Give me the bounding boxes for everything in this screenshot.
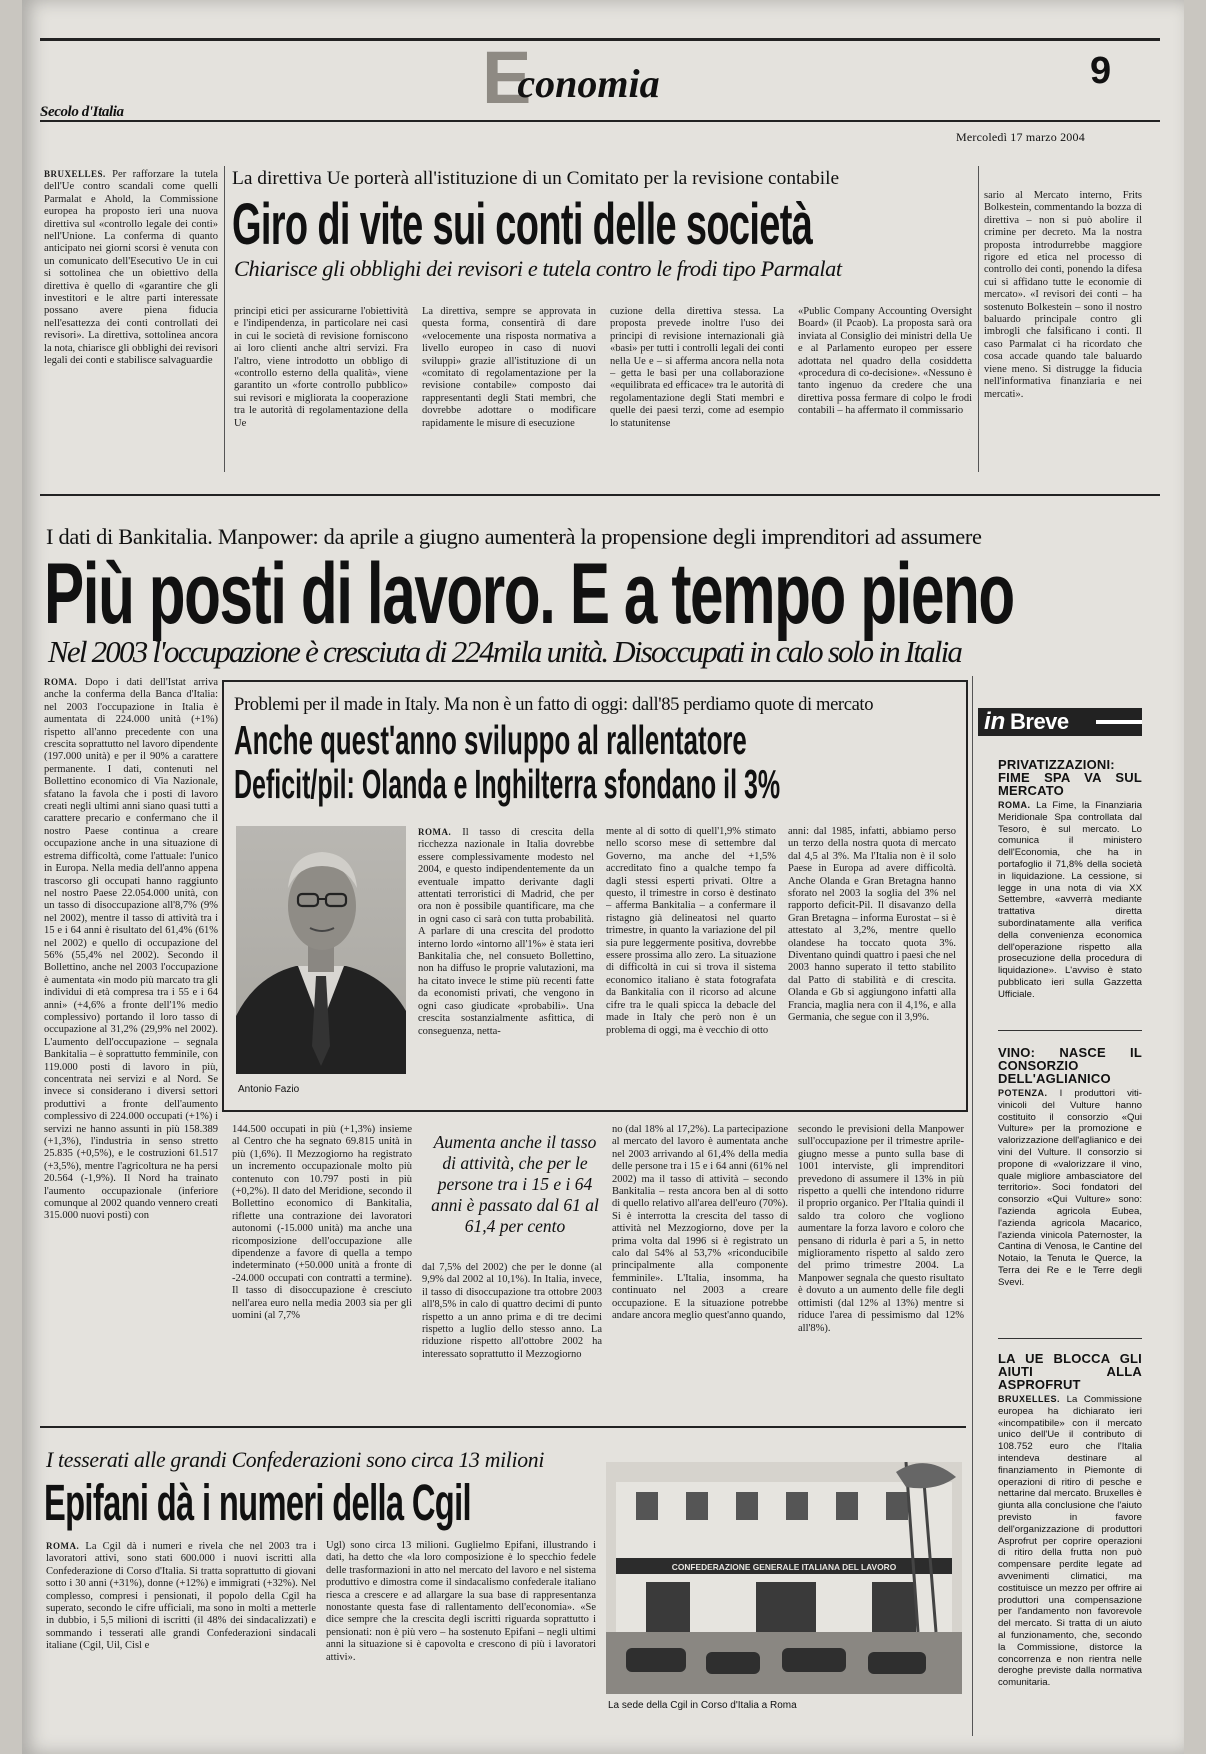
inbreve-logo-bar: [1096, 720, 1142, 724]
fazio-photo: [236, 826, 406, 1074]
article2-lower-col1: 144.500 occupati in più (+1,3%) insieme al Centro che ha segnato 69.815 unità in più (1,6%). Il Mezzogiorno ha registrato un incremento occupazionale molto più contenuto con 10.797 posti in più (+0,2%). Il dato del Meridione, secondo il Bollettino economico di Bankitalia, riflette una contrazione dei lavoratori autonomi (-15.000 unità) ma anche una ricomposizione dell'occupazione alle dipendenze a favore di quella a tempo indeterminato (+50.000 unità a fronte di -24.000 occupati con contratti a termine). Il tasso di disoccupazione è cresciuto nell'area euro nella media 2003 sia per gli uomini (al 7,7%: [232, 1124, 412, 1322]
inbreve-item-3-title: LA UE BLOCCA GLI AIUTI ALLA ASPROFRUT: [998, 1352, 1142, 1392]
article2-kicker: I dati di Bankitalia. Manpower: da aprile a giugno aumenterà la propensione degli imprenditori ad assumere: [46, 524, 982, 549]
article3-col1-text: Il tasso di crescita della ricchezza nazionale in Italia dovrebbe essere complessivamente modesto nel 2004, e questo indipendentemente da un eventuale impatto derivante dagli attentati terroristici di Madrid, che per ora non è possibile quantificare, ma che in ogni caso ci sarà con tutta probabilità. A parlare di una crescita del prodotto interno lordo «intorno all'1%» è stata ieri Bankitalia che, nel consueto Bollettino, non ha diffuso le proprie valutazioni, ma ha citato invece le stime più recenti fatte da economisti privati, che vengono in ogni caso giudicate «probabili». Una crescita sostanzialmente asfittica, di conseguenza, netta-: [418, 827, 594, 1037]
article3-headline-1: [234, 718, 964, 764]
article4-col1-text: La Cgil dà i numeri e rivela che nel 2003 tra i lavoratori attivi, sono stati 600.000 i nuovi iscritti alla Confederazione di Corso d'Italia. Si tratta soprattutto di giovani sotto i 30 anni (+31%), donne (+12%) e immigrati (+32%). Nel complesso, compresi i pensionati, il popolo della Cgil ha superato, secondo le cifre ufficiali, ma sono in molti a metterle in dubbio, i 5,5 milioni di iscritti (il 48% dei sindacalizzati) e sommando i tesserati alle grandi Confederazioni sindacali italiane (Cgil, Uil, Cisl e: [46, 1541, 316, 1652]
article3-dateline: ROMA.: [418, 827, 452, 837]
article2-pullquote: Aumenta anche il tasso di attività, che per le persone tra i 15 e i 64 anni è passato dal 61 al 61,4 per cento: [431, 1132, 599, 1236]
inbreve-item-1-dateline: ROMA.: [998, 800, 1031, 810]
cgil-photo-caption: La sede della Cgil in Corso d'Italia a Roma: [608, 1700, 797, 1711]
article2-headline-text: Più posti di lavoro. E a tempo pieno: [44, 546, 1014, 642]
article4-dateline: ROMA.: [46, 1541, 80, 1551]
portrait-image: [236, 826, 406, 1074]
article1-lead-column: [44, 168, 218, 474]
article3-col1: [418, 826, 594, 1098]
inbreve-item-3-text: La Commissione europea ha dichiarato ieri «incompatibile» con il mercato unico dell'Ue il contributo di 108.752 euro che l'Italia intendeva destinare al finanziamento in Piemonte di operazioni di ritiro di pesche e nettarine dal mercato. Bruxelles è giunta alla conclusione che l'aiuto previsto in favore dell'organizzazione di produttori Asprofrut per coprire operazioni di ritiro della frutta non può compensare perdite legate ad avvenimenti climatici, ma costituisce un mezzo per offrire ai produttori una compensazione per l'andamento non favorevole del mercato. Si tratta di un aiuto al funzionamento, che, secondo la Commissione, distorce la concorrenza e non rientra nelle deroghe previste dalla normativa comunitaria.: [998, 1394, 1142, 1689]
article4-top-rule: [40, 1426, 966, 1428]
inbreve-logo-breve: Breve: [1010, 709, 1069, 734]
article1-kicker: La direttiva Ue porterà all'istituzione di un Comitato per la revisione contabile: [232, 168, 840, 189]
article4-headline: [44, 1476, 604, 1530]
article1-col2: principi etici per assicurarne l'obiettività e l'indipendenza, in particolare nei casi in cui le società di revisione forniscono ai loro clienti anche altri servizi. Fra l'altro, viene introdotto un obbligo di «controllo esterno della qualità», viene garantito un «forte controllo pubblico» sui revisori e migliorata la cooperazione tra le autorità di regolamentazione della Ue: [234, 306, 408, 429]
article4-col1: [46, 1540, 316, 1736]
article1-dateline: BRUXELLES.: [44, 169, 106, 179]
article2-dateline: ROMA.: [44, 677, 78, 687]
section-masthead: [482, 38, 660, 118]
inbreve-logo-in: in: [984, 708, 1006, 735]
inbreve-item-2-dateline: POTENZA.: [998, 1088, 1048, 1098]
inbreve-item-1: [998, 758, 1142, 1026]
article2-left-column: [44, 676, 218, 1414]
article3-col3: anni: dal 1985, infatti, abbiamo perso un terzo della nostra quota di mercato dal 4,5 al 3%. Ma l'Italia non è il solo Paese in Europa ad avere difficoltà. Anche Olanda e Gran Bretagna hanno sforato nel 2003 la soglia del 3% nel rapporto deficit-Pil. Il disavanzo della Gran Bretagna – informa Eurostat – si è attestato al 3,2%, mentre quello olandese ha toccato quota 3%. Diventano quindi quattro i paesi che nel 2003 hanno superato il tetto stabilito dal Patto di stabilità e di crescita. Olanda e Gb si aggiungono infatti alla Francia, maglia nera con il 4,1%, e alla Germania, che segue con il 3,9%.: [788, 826, 956, 1024]
article3-col2: mente al di sotto di quell'1,9% stimato nello scorso mese di settembre dal Governo, ma anche del +1,5% accreditato fino a qualche tempo fa dagli stessi esperti privati. Oltre a questo, il trimestre in corso è destinato – afferma Bankitalia – a confermare il ristagno già delineatosi nel quarto trimestre, in quanto la variazione del pil sia pure leggermente positiva, dovrebbe essere prossima allo zero. La situazione di difficoltà in cui si trova il sistema economico italiano è stata fotografata da Bankitalia con il ricorso ad alcune cifre tra le quali spicca la debacle del made in Italy che però non è un problema di oggi, ma è vecchio di otto: [606, 826, 776, 1036]
inbreve-item-1-title: PRIVATIZZAZIONI: FIME SPA VA SUL MERCATO: [998, 758, 1142, 798]
article2-left-text: Dopo i dati dell'Istat arriva anche la conferma della Banca d'Italia: nel 2003 l'occupazione in Italia è aumentata di 224.000 unità (+1%) rispetto all'anno precedente con una crescita soprattutto nel lavoro dipendente (197.000 unità) e per il 90% a carattere permanente. I dati, contenuti nel Bollettino economico di Via Nazionale, sfatano la favola che i posti di lavoro creati negli ultimi anni siano quasi tutti a carattere precario e confermano che il nostro Paese continua a creare occupazione anche in una situazione di estrema difficoltà, come l'attuale: l'unico in Europa. Nella media dell'anno appena trascorso gli occupati hanno raggiunto nel nostro Paese 22.054.000 unità, con un tasso di disoccupazione all'8,7% (9% nel 2002), mentre il tasso di attività tra i 15 e i 64 anni è risultato del 61,4% (61% nel 2002) e quello di occupazione del 56% (55,4% nel 2002). Secondo il Bollettino, anche nel 2003 l'occupazione è aumentata «in modo più marcato tra gli individui di età compresa tra i 55 e i 64 anni» (+4,6% a fronte dell'1% medio complessivo) portando il loro tasso di occupazione al 31,2% (29,9% nel 2002). L'aumento dell'occupazione – segnala Bankitalia – è soprattutto femminile, con 119.000 posti di lavoro in più, concentrata nei servizi e al Nord. Se invece si considerano i diversi settori produttivi a fronte dell'aumento complessivo di 224.000 occupati (+1%) i servizi ne hanno assunti in più 158.389 (+1,3%), l'industria in senso stretto 25.835 (+0,5%), e le costruzioni 61.517 (+3,5%), mentre l'agricoltura ne ha persi 20.564 (-1,9%). Il Nord ha trainato l'aumento occupazionale (inferiore comunque al 2002 quando vennero creati 315.000 nuovi posti) con: [44, 677, 218, 1222]
article4-col2: Ugl) sono circa 13 milioni. Guglielmo Epifani, illustrando i dati, ha detto che «la loro composizione è lo specchio fedele delle trasformazioni in atto nel mercato del lavoro e nel sistema produttivo e dimostra come il sindacalismo confederale italiano riesca a crescere e ad allargare la sua base di rappresentanza nonostante questa fase di rallentamento dell'economia». «Se dice sempre che la crescita degli iscritti riguarda soprattutto i pensionati: non è più vero – ha sostenuto Epifani – negli ultimi anni la situazione si è capovolta e crescono di più i lavoratori attivi».: [326, 1540, 596, 1663]
article1-col5: «Public Company Accounting Oversight Board» (il Pcaob). La proposta sarà ora inviata al Consiglio dei ministri della Ue e al Parlamento europeo per essere adottata nel quadro della cosiddetta «procedura di co-decisione». «Nessuno è tanto ingenuo da credere che una direttiva possa fermare di colpo le frodi contabili – ha affermato il commissario: [798, 306, 972, 417]
article1-vrule-right: [978, 166, 979, 472]
article3-headline-2: [234, 762, 964, 808]
article2-lower-col2: dal 7,5% del 2002) che per le donne (al 9,9% dal 2002 al 10,1%). In Italia, invece, il tasso di disoccupazione tra ottobre 2003 all'8,5% in calo di quattro decimi di punto rispetto a un anno prima e di tre decimi rispetto a luglio dello stesso anno. La riduzione rispetto all'ottobre 2002 ha interessato soprattutto il Mezzogiorno: [422, 1262, 602, 1360]
building-image: [606, 1462, 962, 1694]
article4-headline-text: Epifani dà i numeri della Cgil: [44, 1474, 471, 1531]
article4-kicker: I tesserati alle grandi Confederazioni sono circa 13 milioni: [46, 1448, 545, 1472]
article1-headline: [232, 194, 972, 260]
article1-col6: sario al Mercato interno, Frits Bolkestein, commentando la bozza di direttiva – non si può abolire il crimine per decreto. Ma la nostra proposta introdurrebbe maggiore rigore ed etica nel processo di controllo dei conti, ponendo la difesa cui si affidano tutte le economie di mercato». «I revisori dei conti – ha sostenuto Bolkestein – sono il nostro baluardo principale contro gli imbrogli che falsificano i conti. Il caso Parmalat ci ha ricordato che cosa accade quando tale baluardo viene meno. Si distrugge la fiducia nell'informativa finanziaria e nei mercati».: [984, 190, 1142, 400]
cgil-building-photo: [606, 1462, 962, 1694]
inbreve-item-3-dateline: BRUXELLES.: [998, 1394, 1061, 1404]
inbreve-item-1-text: La Fime, la Finanziaria Meridionale Spa controllata dal Tesoro, è sul mercato. Lo comunica il ministero dell'Economia, che ha in portafoglio il 71,8% della società in liquidazione. La cessione, si legge in una nota di via XX Settembre, «avverrà mediante trattativa diretta subordinatamente alla verifica della convenienza economica dell'operazione rispetto alla prosecuzione della procedura di liquidazione». L'avviso è stato pubblicato ieri sulla Gazzetta Ufficiale.: [998, 800, 1142, 1000]
masthead-rest: conomia: [517, 61, 660, 106]
article1-col4: cuzione della direttiva stessa. La proposta prevede inoltre l'uso dei principi di revisione internazionali già «basi» per tutti i controlli legali dei conti nella Ue e – si afferma ancora nella nota – getta le basi per una collaborazione «equilibrata ed efficace» tra le autorità di regolamentazione degli Stati membri e quelle dei paesi terzi, come ad esempio lo statunitense: [610, 306, 784, 429]
inbreve-divider-2: [998, 1338, 1142, 1339]
article3-headline-1-text: Anche quest'anno sviluppo al rallentatore: [234, 717, 747, 763]
inbreve-vrule: [972, 676, 973, 1736]
inbreve-item-2-title: VINO: NASCE IL CONSORZIO DELL'AGLIANICO: [998, 1046, 1142, 1086]
article3-kicker: Problemi per il made in Italy. Ma non è un fatto di oggi: dall'85 perdiamo quote di mercato: [234, 694, 874, 715]
page-number: 9: [1090, 50, 1112, 92]
article1-bottom-rule: [40, 494, 1160, 496]
article2-lower-col3: no (dal 18% al 17,2%). La partecipazione al mercato del lavoro è aumentata anche nel 2003 arrivando al 61,4% della media delle persone tra i 15 e i 64 anni (61% nel 2002) ma il tasso di attività – secondo Bankitalia – resta ancora ben al di sotto di quello relativo all'area dell'euro (70%). Si è interrotta la crescita del tasso di attività nel Mezzogiorno, dove per la prima volta dal 1996 si è registrato un calo dal 54% al 53,7% «riconducibile principalmente alla componente femminile». L'Italia, insomma, ha continuato nel 2003 a creare occupazione. E la situazione potrebbe andare ancora meglio quest'anno quando,: [612, 1124, 788, 1322]
newspaper-page: [22, 0, 1184, 1754]
article2-lower-col4: secondo le previsioni della Manpower sull'occupazione per il trimestre aprile-giugno messe a punto sulla base di 1001 interviste, gli imprenditori prevedono di assumere il 13% in più rispetto a quelli che intendono ridurre il proprio organico. Per l'Italia quindi il saldo tra coloro che vogliono aumentare la forza lavoro e coloro che pensano di ridurla è pari a 5, in netto miglioramento rispetto al saldo zero del primo trimestre 2004. La Manpower segnala che questo risultato è dovuto a un aumento delle file degli ottimisti (dal 12% al 13%) mentre si riduce l'area di pessimismo dal 12% all'8%).: [798, 1124, 964, 1334]
article2-subhead: Nel 2003 l'occupazione è cresciuta di 224mila unità. Disoccupati in calo solo in Italia: [48, 634, 962, 669]
paper-name: Secolo d'Italia: [40, 104, 124, 120]
inbreve-item-2-text: I produttori viti-vinicoli del Vulture hanno costituito il consorzio «Qui Vulture» per la promozione e valorizzazione dell'aglianico e dei vini del Vulture. Il consorzio si propone di «valorizzare il vino, quale migliore ambasciatore del territorio». Soci fondatori del consorzio «Qui Vulture» sono: l'azienda agricola Eubea, l'azienda agricola Macarico, l'azienda vinicola Paternoster, la Cantina di Venosa, le Cantine del Notaio, la Tenuta le Querce, la Terra dei Re e le Terre degli Svevi.: [998, 1088, 1142, 1288]
inbreve-item-3: [998, 1352, 1142, 1744]
article2-headline: [44, 548, 1160, 642]
article3-headline-2-text: Deficit/pil: Olanda e Inghilterra sfondano il 3%: [234, 761, 781, 807]
article1-lead-text: Per rafforzare la tutela dell'Ue contro scandali come quelli Parmalat e Ahold, la Commissione europea ha proposto ieri una nuova direttiva sul «controllo legale dei conti» nell'Unione. La conferma di quanto anticipato nei giorni scorsi è venuta con un comunicato dell'Esecutivo Ue in cui si sottolinea che un obiettivo della direttiva è quello di «garantire che gli investitori e le altre parti interessate possano avere piena fiducia nell'esattezza dei conti controllati dei revisori». La direttiva, sottolinea ancora la nota, chiarisce gli obblighi dei revisori legali dei conti e stabilisce salvaguardie: [44, 169, 218, 367]
inbreve-divider-1: [998, 1030, 1142, 1031]
article1-subhead: Chiarisce gli obblighi dei revisori e tutela contro le frodi tipo Parmalat: [234, 256, 842, 281]
cgil-sign-text: CONFEDERAZIONE GENERALE ITALIANA DEL LAVORO: [671, 1562, 897, 1572]
fazio-photo-caption: Antonio Fazio: [238, 1084, 300, 1095]
article1-vrule-left: [224, 166, 225, 472]
masthead-initial: E: [482, 36, 532, 119]
article1-col3: La direttiva, sempre se approvata in questa forma, consentirà di dare «velocemente una risposta normativa a livello europeo in caso di nuovi sviluppi» grazie all'istituzione di un «comitato di regolamentazione per la revisione contabile» composto dai rappresentanti degli Stati membri, che dovrebbe adottare o modificare rapidamente le misure di esecuzione: [422, 306, 596, 429]
issue-date: Mercoledì 17 marzo 2004: [956, 130, 1085, 144]
header-rule: [40, 120, 1160, 122]
inbreve-logo: [978, 708, 1142, 736]
inbreve-item-2: [998, 1046, 1142, 1336]
article1-headline-text: Giro di vite sui conti delle società: [232, 192, 813, 257]
